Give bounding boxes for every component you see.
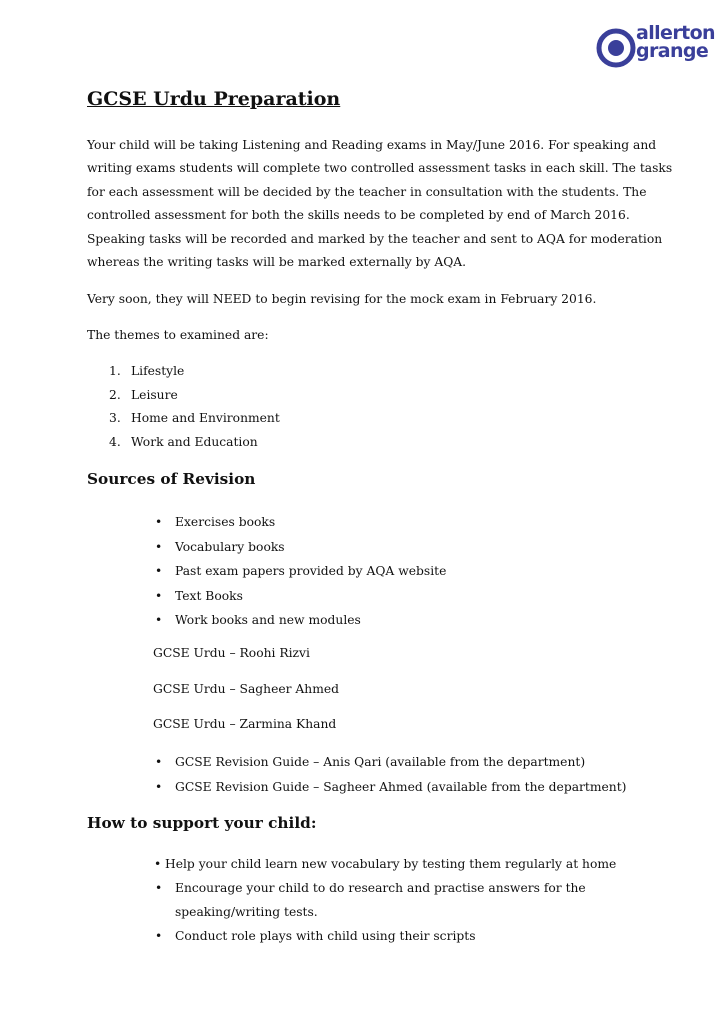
bullet-icon: • (155, 779, 163, 794)
list-item (153, 775, 626, 800)
resource-line: GCSE Urdu – Zarmina Khand (153, 717, 337, 731)
resource-line: GCSE Urdu – Roohi Rizvi (153, 646, 310, 660)
theme-label: Leisure (131, 387, 178, 402)
source-label: Text Books (175, 588, 243, 603)
guide-label: GCSE Revision Guide – Sagheer Ahmed (available from the department) (175, 779, 627, 794)
resource-line: GCSE Urdu – Sagheer Ahmed (153, 682, 340, 696)
list-number: 2. (109, 387, 121, 402)
support-list (153, 852, 616, 948)
intro-line: controlled assessment for both the skills needs to be completed by end of March 2016. (87, 208, 630, 223)
list-item (153, 750, 626, 775)
theme-label: Lifestyle (131, 364, 185, 378)
school-logo (596, 24, 714, 72)
list-item (87, 384, 280, 408)
logo-line-2: grange (636, 40, 709, 62)
bullet-icon: • (155, 588, 163, 603)
intro-line: Speaking tasks will be recorded and marked by the teacher and sent to AQA for moderation (87, 231, 663, 246)
bullet-icon: • (155, 755, 163, 769)
logo-text (636, 24, 715, 60)
theme-label: Home and Environment (131, 411, 280, 426)
support-label: Encourage your child to do research and practise answers for the (175, 881, 586, 895)
intro-line: for each assessment will be decided by the teacher in consultation with the students. The (87, 184, 647, 199)
themes-intro: The themes to examined are: (87, 328, 269, 342)
list-item (153, 559, 446, 584)
intro-line: writing exams students will complete two controlled assessment tasks in each skill. The tasks (87, 161, 673, 176)
list-item (87, 360, 280, 384)
page-title: GCSE Urdu Preparation (87, 88, 341, 110)
bullet-icon: • (155, 929, 163, 943)
support-label: Conduct role plays with child using their scripts (175, 929, 476, 943)
bullet-icon: • (155, 613, 163, 628)
list-item-continuation (153, 900, 616, 924)
bullet-icon: • (155, 564, 163, 579)
list-item (153, 584, 446, 609)
source-label: Work books and new modules (175, 613, 361, 628)
logo-circle-icon (596, 28, 636, 68)
guide-label: GCSE Revision Guide – Anis Qari (available from the department) (175, 755, 586, 769)
intro-paragraph (87, 134, 673, 274)
intro-line: whereas the writing tasks will be marked externally by AQA. (87, 255, 467, 270)
revision-guides-list (153, 750, 626, 799)
bullet-icon: • (155, 539, 163, 554)
list-item (153, 876, 616, 900)
source-label: Exercises books (175, 515, 276, 529)
themes-list (87, 360, 280, 454)
list-item (87, 431, 280, 455)
list-item (87, 407, 280, 431)
support-heading: How to support your child: (87, 814, 317, 832)
list-number: 4. (109, 434, 121, 449)
intro-line: Your child will be taking Listening and Reading exams in May/June 2016. For speaking and (87, 138, 657, 152)
sources-list (153, 510, 446, 633)
bullet-icon: • (155, 515, 163, 529)
revising-note: Very soon, they will NEED to begin revising for the mock exam in February 2016. (87, 292, 597, 306)
bullet-icon: • (154, 857, 162, 871)
list-item (153, 852, 616, 876)
theme-label: Work and Education (131, 434, 258, 449)
support-label: Help your child learn new vocabulary by testing them regularly at home (165, 857, 617, 871)
list-item (153, 924, 616, 948)
sources-heading: Sources of Revision (87, 470, 256, 488)
support-label: speaking/writing tests. (175, 905, 318, 919)
bullet-icon: • (155, 881, 163, 895)
list-item (153, 535, 446, 560)
source-label: Past exam papers provided by AQA website (175, 564, 447, 579)
list-number: 3. (109, 411, 121, 426)
list-item (153, 608, 446, 633)
list-item (153, 510, 446, 535)
source-label: Vocabulary books (175, 539, 285, 554)
logo-line-1: allerton (636, 22, 715, 44)
list-number: 1. (109, 364, 121, 378)
